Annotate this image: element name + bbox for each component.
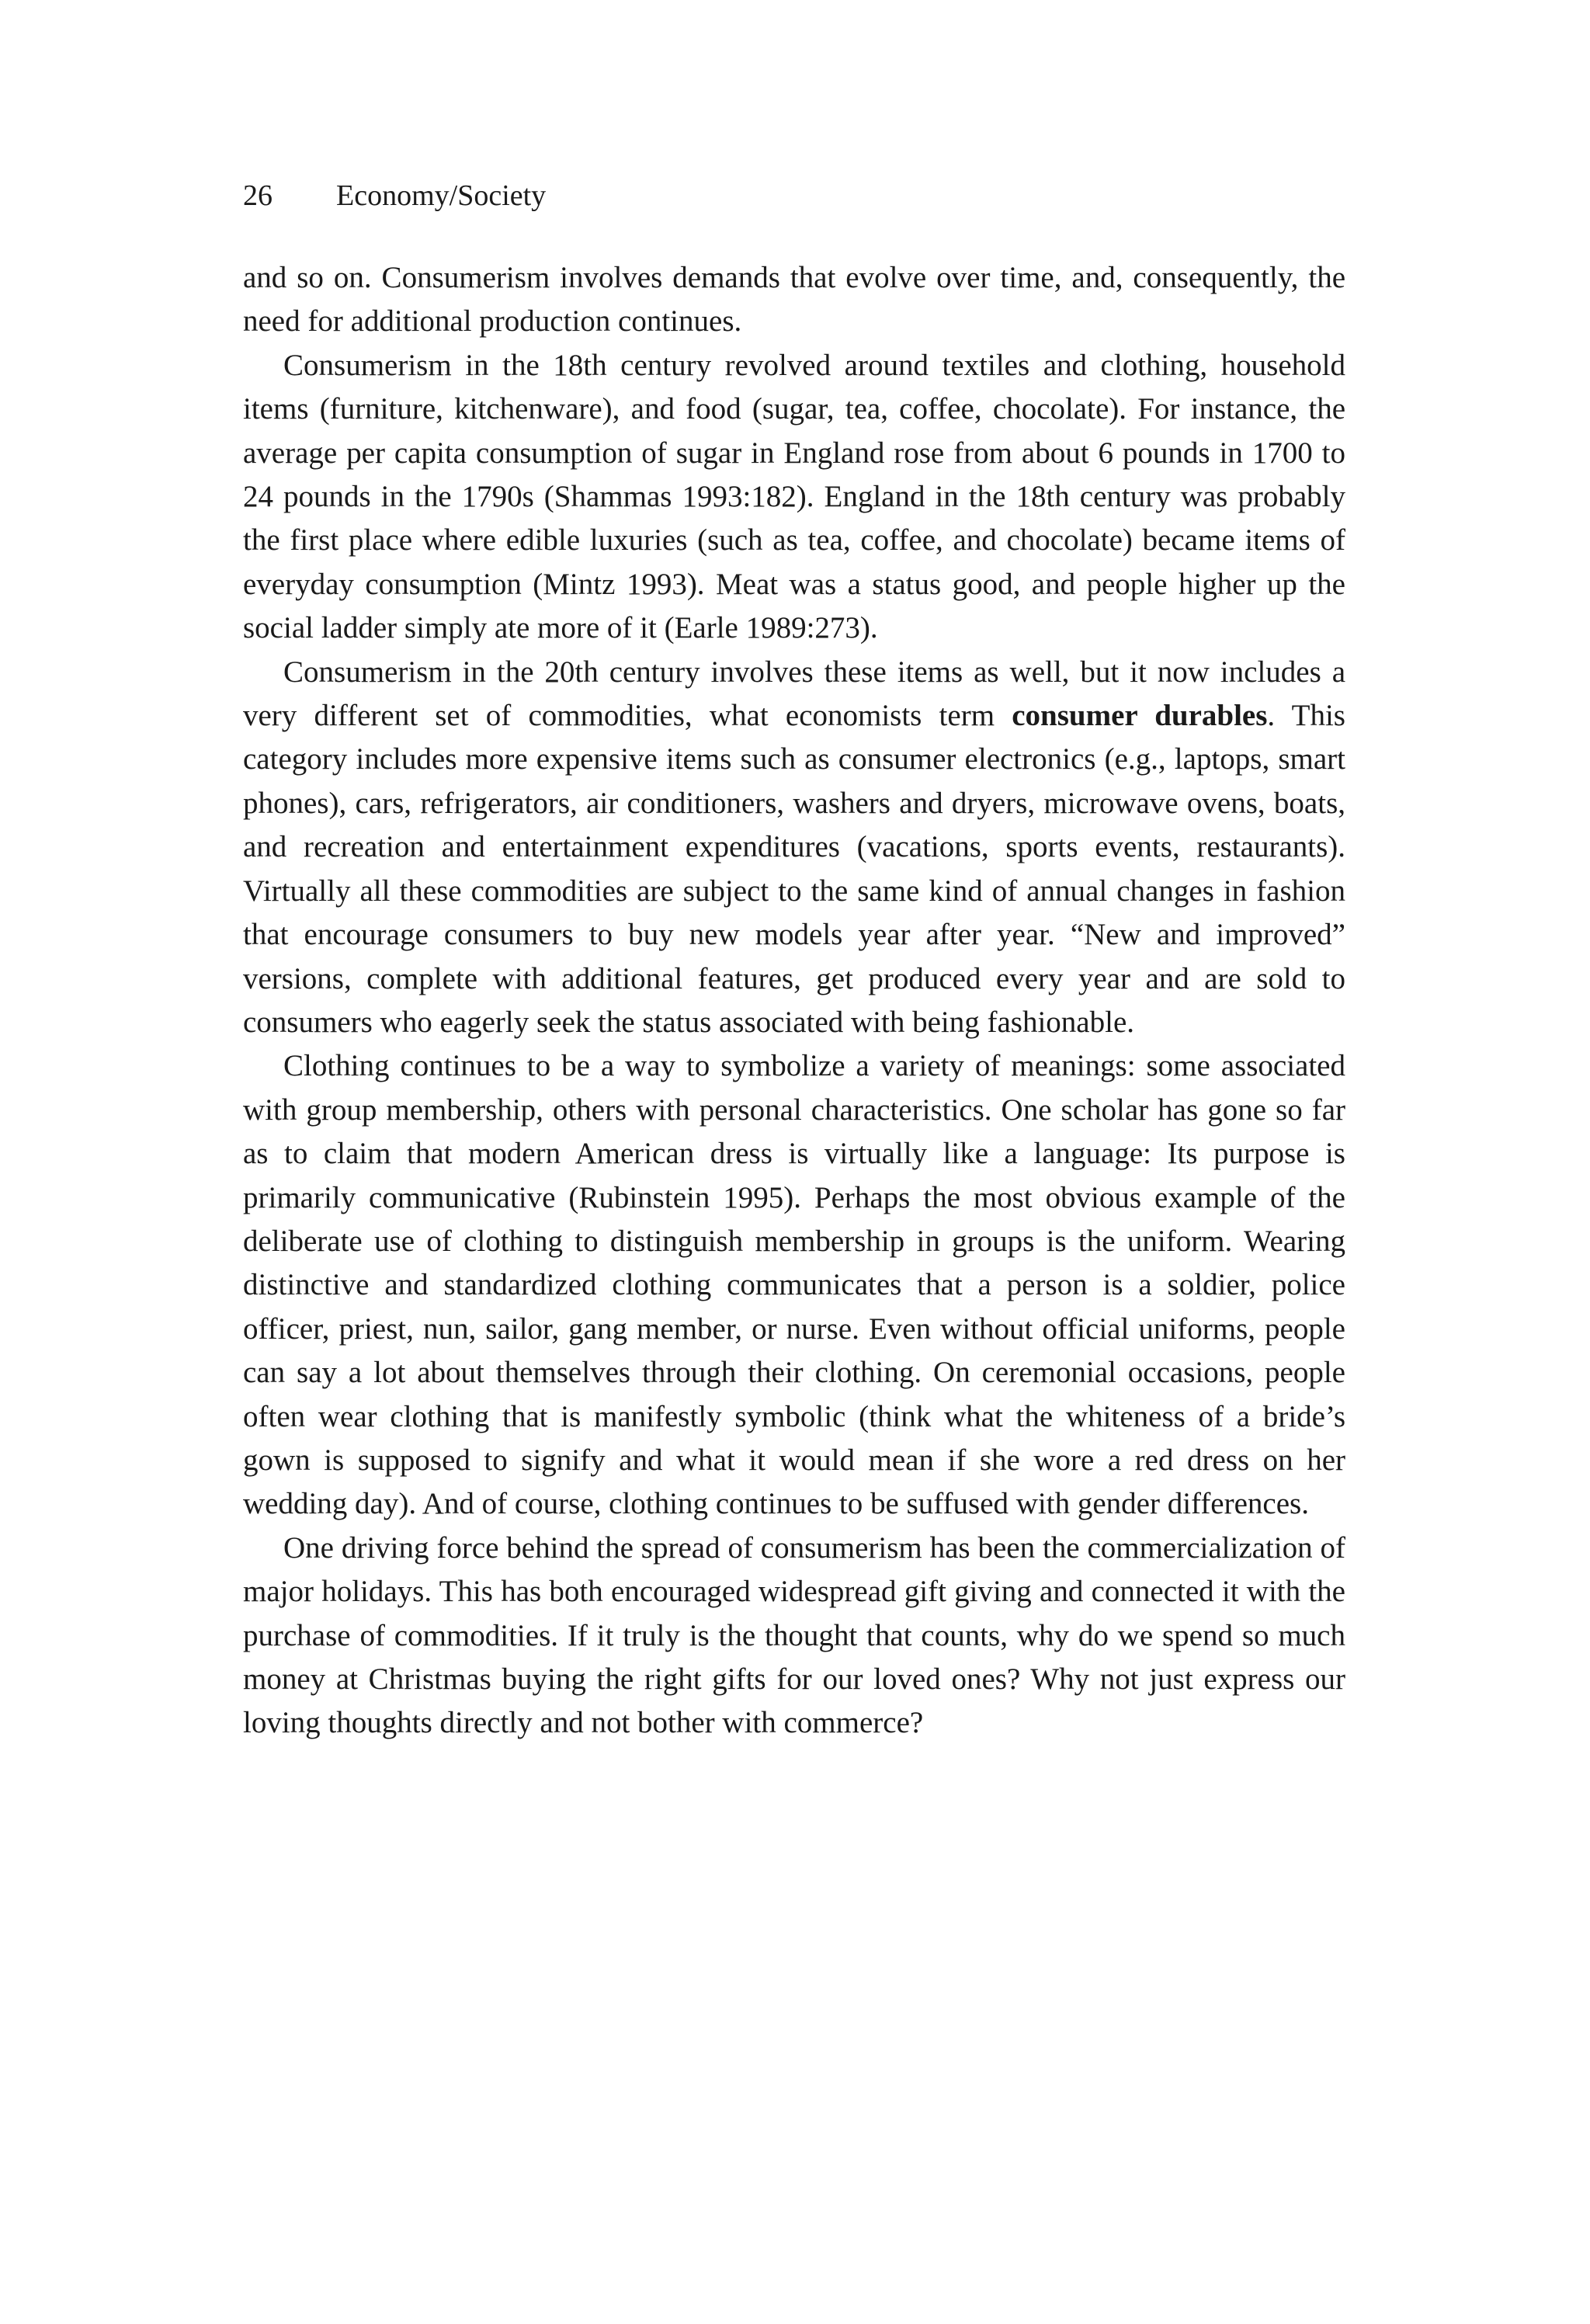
paragraph-holiday-commercialization: One driving force behind the spread of consumerism has been the commercialization of major holidays. This has both encouraged widespread gift giving and connected it with the purchase of commodities. If it truly is the thought that counts, why do we spend so much money at Christmas buying the right gifts for our loved ones? Why not just express our loving thoughts directly and not bother with commerce? bbox=[243, 1530, 1345, 1740]
paragraph-18th-century-consumerism: Consumerism in the 18th century revolved around textiles and clothing, household items (furniture, kitchenware), and food (sugar, tea, coffee, chocolate). For instance, the average per capita consumption of sugar in England rose from about 6 pounds in 1700 to 24 pounds in the 1790s (Shammas 1993:182). England in the 18th century was probably the first place where edible luxuries (such as tea, coffee, and chocolate) became items of everyday consumption (Mintz 1993). Meat was a status good, and people higher up the social ladder simply ate more of it (Earle 1989:273). bbox=[243, 348, 1345, 645]
running-title: Economy/Society bbox=[336, 179, 547, 212]
paragraph-clothing-symbolism: Clothing continues to be a way to symbolize a variety of meanings: some associated with group membership, others with personal characteristics. One scholar has gone so far as to claim that modern American dress is virtually like a language: Its purpose is primarily communicative (Rubinstein 1995). Perhaps the most obvious example of the deliberate use of clothing to distinguish membership in groups is the uniform. Wearing distinctive and standardized clothing communicates that a person is a soldier, police officer, priest, nun, sailor, gang member, or nurse. Even without official uniforms, people can say a lot about themselves through their clothing. On ceremonial occasions, people often wear clothing that is manifestly symbolic (think what the whiteness of a bride’s gown is supposed to signify and what it would mean if she wore a red dress on her wedding day). And of course, clothing continues to be suffused with gender differences. bbox=[243, 1049, 1345, 1521]
page-number: 26 bbox=[243, 179, 273, 212]
body-text bbox=[243, 256, 1345, 1746]
key-term-consumer-durables: consumer durables bbox=[1012, 699, 1268, 733]
paragraph-text-after-term: . This category includes more expensive items such as consumer electronics (e.g., laptops, smart phones), cars, refrigerators, air conditioners, washers and dryers, microwave ovens, boats, and recreation and entertainment expenditures (vacations, sports events, restaurants). Virtually all these commodities are subject to the same kind of annual changes in fashion that encourage consumers to buy new models year after year. “New and improved” versions, complete with additional features, get produced every year and are sold to consumers who eagerly seek the status associated with being fashionable. bbox=[243, 699, 1345, 1039]
running-head bbox=[243, 175, 546, 216]
paragraph-20th-century-consumerism bbox=[243, 651, 1345, 1045]
paragraph-continuation: and so on. Consumerism involves demands that evolve over time, and, consequently, the need for additional production continues. bbox=[243, 261, 1345, 339]
paragraph-text-before-term: Consumerism in the 20th century involves these items as well, but it now includes a very different set of commodities, what economists term bbox=[243, 655, 1345, 733]
